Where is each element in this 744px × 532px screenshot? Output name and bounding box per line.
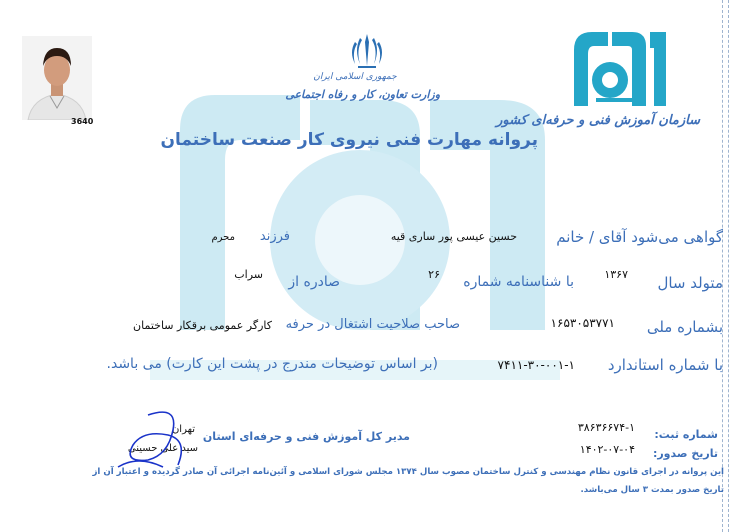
qualification-label: صاحب صلاحیت اشتغال در حرفه [285, 317, 460, 332]
standard-note: (بر اساس توضیحات مندرج در پشت این کارت) می باشد. [106, 356, 438, 372]
name-label: گواهی می‌شود آقای / خانم [556, 228, 723, 246]
director-signature [108, 405, 198, 475]
director-name: سید علی حسینی [127, 443, 198, 454]
ministry-name: وزارت تعاون، کار و رفاه اجتماعی [285, 88, 440, 101]
republic-name: جمهوری اسلامی ایران [313, 72, 397, 82]
certificate-title: پروانه مهارت فنی نیروی کار صنعت ساختمان [160, 130, 538, 150]
birth-year: ۱۳۶۷ [604, 268, 628, 281]
birth-label: متولد سال [657, 274, 723, 292]
photo-number: 3640 [71, 117, 94, 126]
legal-text-line1: این پروانه در اجرای قانون نظام مهندسی و کنترل ساختمان مصوب سال ۱۳۷۴ مجلس شورای اسلامی و آئین‌نامه اجرائی آن صادر گردیده و اعتبار آن از [92, 467, 724, 477]
issued-place: سراب [234, 268, 263, 281]
full-name: حسین عیسی پور ساری قیه [390, 230, 517, 243]
father-name: محرم [211, 232, 235, 243]
national-id-label: بشماره ملی [646, 318, 723, 336]
issue-date: ۱۴۰۲-۰۷-۰۴ [579, 443, 635, 456]
standard-number: ۷۴۱۱-۳۰-۰۰۱-۱ [497, 358, 575, 372]
standard-label: با شماره استاندارد [607, 356, 723, 374]
legal-text-line2: تاریخ صدور بمدت ۳ سال می‌باشد. [580, 485, 724, 495]
organization-name: سازمان آموزش فنی و حرفه‌ای کشور [496, 113, 700, 128]
registration-label: شماره ثبت: [654, 428, 718, 441]
father-label: فرزند [259, 229, 290, 244]
iran-emblem-icon [346, 30, 388, 72]
id-label: با شناسنامه شماره [463, 274, 574, 290]
issued-label: صادره از [288, 274, 340, 290]
director-title: مدیر کل آموزش فنی و حرفه‌ای استان [202, 430, 410, 443]
profession: کارگر عمومی برقکار ساختمان [133, 319, 272, 332]
province: تهران [171, 424, 195, 435]
registration-number: ۳۸۶۳۶۶۷۴-۱ [577, 421, 635, 434]
issue-date-label: تاریخ صدور: [652, 447, 718, 460]
organization-logo-icon [570, 28, 670, 110]
id-number: ۲۶ [428, 268, 440, 281]
national-id: ۱۶۵۳۰۵۳۷۷۱ [550, 316, 615, 330]
applicant-photo [22, 36, 92, 120]
person-portrait-icon [22, 36, 92, 120]
